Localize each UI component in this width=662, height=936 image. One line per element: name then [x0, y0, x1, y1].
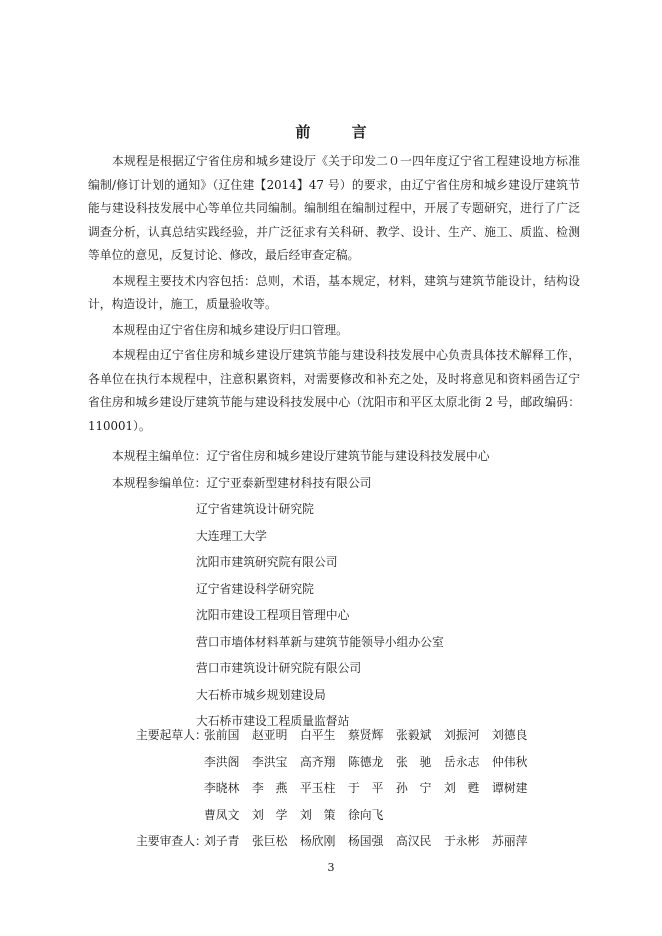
- reviewer-name: 杨欣刚: [300, 834, 336, 848]
- participating-unit: 营口市建筑设计研究院有限公司: [196, 661, 362, 675]
- drafter-name: 李晓林: [204, 781, 240, 795]
- drafter-name: 仲伟秋: [492, 754, 528, 769]
- drafter-name: 刘 甦: [444, 781, 480, 795]
- preface-paragraph: 本规程由辽宁省住房和城乡建设厅归口管理。: [112, 322, 348, 337]
- preface-paragraph: 本规程是根据辽宁省住房和城乡建设厅《关于印发二０一四年度辽宁省工程建设地方标准编制/修订计划的通知》（辽住建【2014】47 号）的要求，由辽宁省住房和城乡建设厅建筑节能与建设科技发展中心等单位共同编制。编制组在编制过程中，开展了专题研究，进行了广泛调查分析，认真总结实践经验，并广泛征求有关科研、教学、设计、生产、施工、质监、检测等单位的意见，反复讨论、修改，最后经审查定稿。: [88, 154, 580, 262]
- drafter-name: 白平生: [300, 728, 336, 742]
- reviewer-name: 杨国强: [348, 834, 384, 848]
- chief-unit-line: [88, 443, 490, 470]
- reviewer-name: 张巨松: [252, 834, 288, 848]
- preface-paragraph: 本规程主要技术内容包括：总则，术语，基本规定，材料，建筑与建筑节能设计，结构设计，构造设计，施工，质量验收等。: [88, 273, 580, 311]
- reviewers-label: 主要审查人：: [136, 834, 207, 848]
- drafter-name: 李洪宝: [252, 754, 288, 769]
- reviewer-name: 于永彬: [444, 834, 480, 848]
- participating-unit: 大连理工大学: [196, 528, 267, 543]
- drafters-row: [136, 749, 540, 776]
- drafter-name: 赵亚明: [252, 728, 288, 742]
- participating-units-label: 本规程参编单位：: [112, 475, 207, 490]
- page-number: 3: [327, 861, 335, 874]
- drafters-row: [136, 802, 540, 829]
- reviewer-name: 刘子青: [204, 834, 240, 848]
- chief-unit-value: 辽宁省住房和城乡建设厅建筑节能与建设科技发展中心: [206, 449, 490, 463]
- participating-unit: 辽宁省建设科学研究院: [196, 581, 314, 596]
- participating-unit: 大石桥市城乡规划建设局: [196, 687, 326, 702]
- drafters-row: [136, 775, 540, 802]
- participating-unit: 大石桥市建设工程质量监督站: [196, 714, 350, 728]
- participating-unit: 辽宁亚泰新型建材科技有限公司: [206, 475, 372, 490]
- drafter-name: 徐向飞: [348, 807, 384, 822]
- participating-unit: 辽宁省建筑设计研究院: [196, 502, 314, 516]
- reviewer-name: 高汉民: [396, 834, 432, 848]
- drafter-name: 岳永志: [444, 754, 480, 769]
- preface-paragraph: 本规程由辽宁省住房和城乡建设厅建筑节能与建设科技发展中心负责具体技术解释工作，各单位在执行本规程中，注意积累资料，对需要修改和补充之处，及时将意见和资料函告辽宁省住房和城乡建设厅建筑节能与建设科技发展中心（沈阳市和平区太原北街 2 号，邮政编码：110001）。: [88, 348, 580, 433]
- drafters-row: [136, 722, 540, 749]
- drafter-name: 李洪阁: [204, 754, 240, 769]
- reviewers-row: [136, 828, 540, 855]
- drafter-name: 曹凤文: [204, 807, 240, 822]
- drafter-name: 刘德良: [492, 728, 528, 742]
- drafter-name: 张 驰: [396, 754, 432, 769]
- drafter-name: 刘 学: [252, 807, 288, 822]
- drafter-name: 刘 策: [300, 807, 336, 822]
- drafter-name: 蔡贤辉: [348, 728, 384, 742]
- drafter-name: 谭树建: [492, 781, 528, 795]
- page-title: 前 言: [295, 123, 385, 141]
- preface-body: [88, 150, 580, 440]
- participating-unit-line: [88, 470, 490, 497]
- participating-unit: 沈阳市建设工程项目管理中心: [196, 608, 350, 622]
- drafter-name: 陈德龙: [348, 754, 384, 769]
- drafter-name: 平玉柱: [300, 781, 336, 795]
- chief-unit-label: 本规程主编单位：: [112, 449, 207, 463]
- drafter-name: 高齐翔: [300, 754, 336, 769]
- reviewer-name: 苏丽萍: [492, 834, 528, 848]
- drafter-name: 于 平: [348, 781, 384, 795]
- drafter-name: 李 燕: [252, 781, 288, 795]
- participating-unit: 营口市墙体材料革新与建筑节能领导小组办公室: [196, 634, 444, 649]
- units-section: [88, 443, 490, 735]
- drafter-name: 张前国: [204, 728, 240, 742]
- drafter-name: 刘振河: [444, 728, 480, 742]
- people-section: [136, 722, 540, 855]
- drafter-name: 张毅斌: [396, 728, 432, 742]
- drafters-label: 主要起草人：: [136, 728, 207, 742]
- participating-unit: 沈阳市建筑研究院有限公司: [196, 555, 338, 569]
- drafter-name: 孙 宁: [396, 781, 432, 795]
